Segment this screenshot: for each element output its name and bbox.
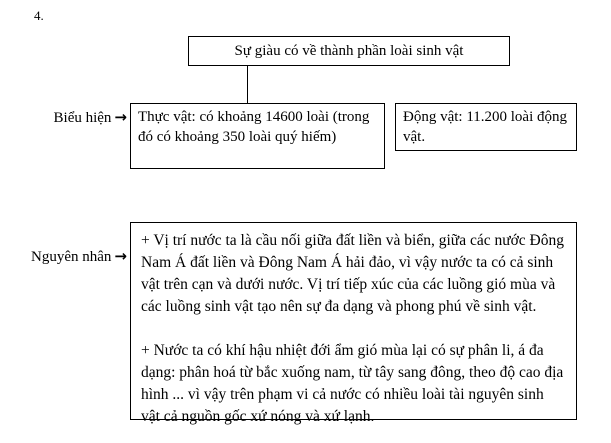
diagram-title: Sự giàu có về thành phần loài sinh vật [234,43,464,59]
label-bieu-hien [0,108,127,127]
plants-box: Thực vật: có khoảng 14600 loài (trong đó có khoảng 350 loài quý hiếm) [130,103,385,169]
page-number: 4. [34,8,44,23]
label-bieu-hien-text: Biểu hiện [53,110,112,126]
right-arrow-icon: → [114,247,127,265]
causes-paragraph-1: + Vị trí nước ta là cầu nối giữa đất liền và biển, giữa các nước Đông Nam Á đất liền và Đông Nam Á hải đảo, vì vậy nước ta có cả sinh vật trên cạn và dưới nước. Vị trí tiếp xúc của các luồng gió mùa và các luồng sinh vật tạo nên sự đa dạng và phong phú về sinh vật. [141,232,565,315]
label-nguyen-nhan-text: Nguyên nhân [31,249,112,265]
causes-paragraph-2: + Nước ta có khí hậu nhiệt đới ẩm gió mùa lại có sự phân li, á đa dạng: phân hoá từ bắc xuống nam, từ tây sang đông, theo độ cao địa hình ... vì vậy trên phạm vi cả nước có nhiều loài tài nguyên sinh vật cả nguồn gốc xứ nóng và xứ lạnh. [141,342,564,425]
causes-box [130,222,577,425]
label-nguyen-nhan [0,247,127,266]
diagram-title-box [188,36,510,66]
animals-box: Động vật: 11.200 loài động vật. [395,103,577,151]
connector-line [247,66,248,103]
right-arrow-icon: → [114,108,127,126]
